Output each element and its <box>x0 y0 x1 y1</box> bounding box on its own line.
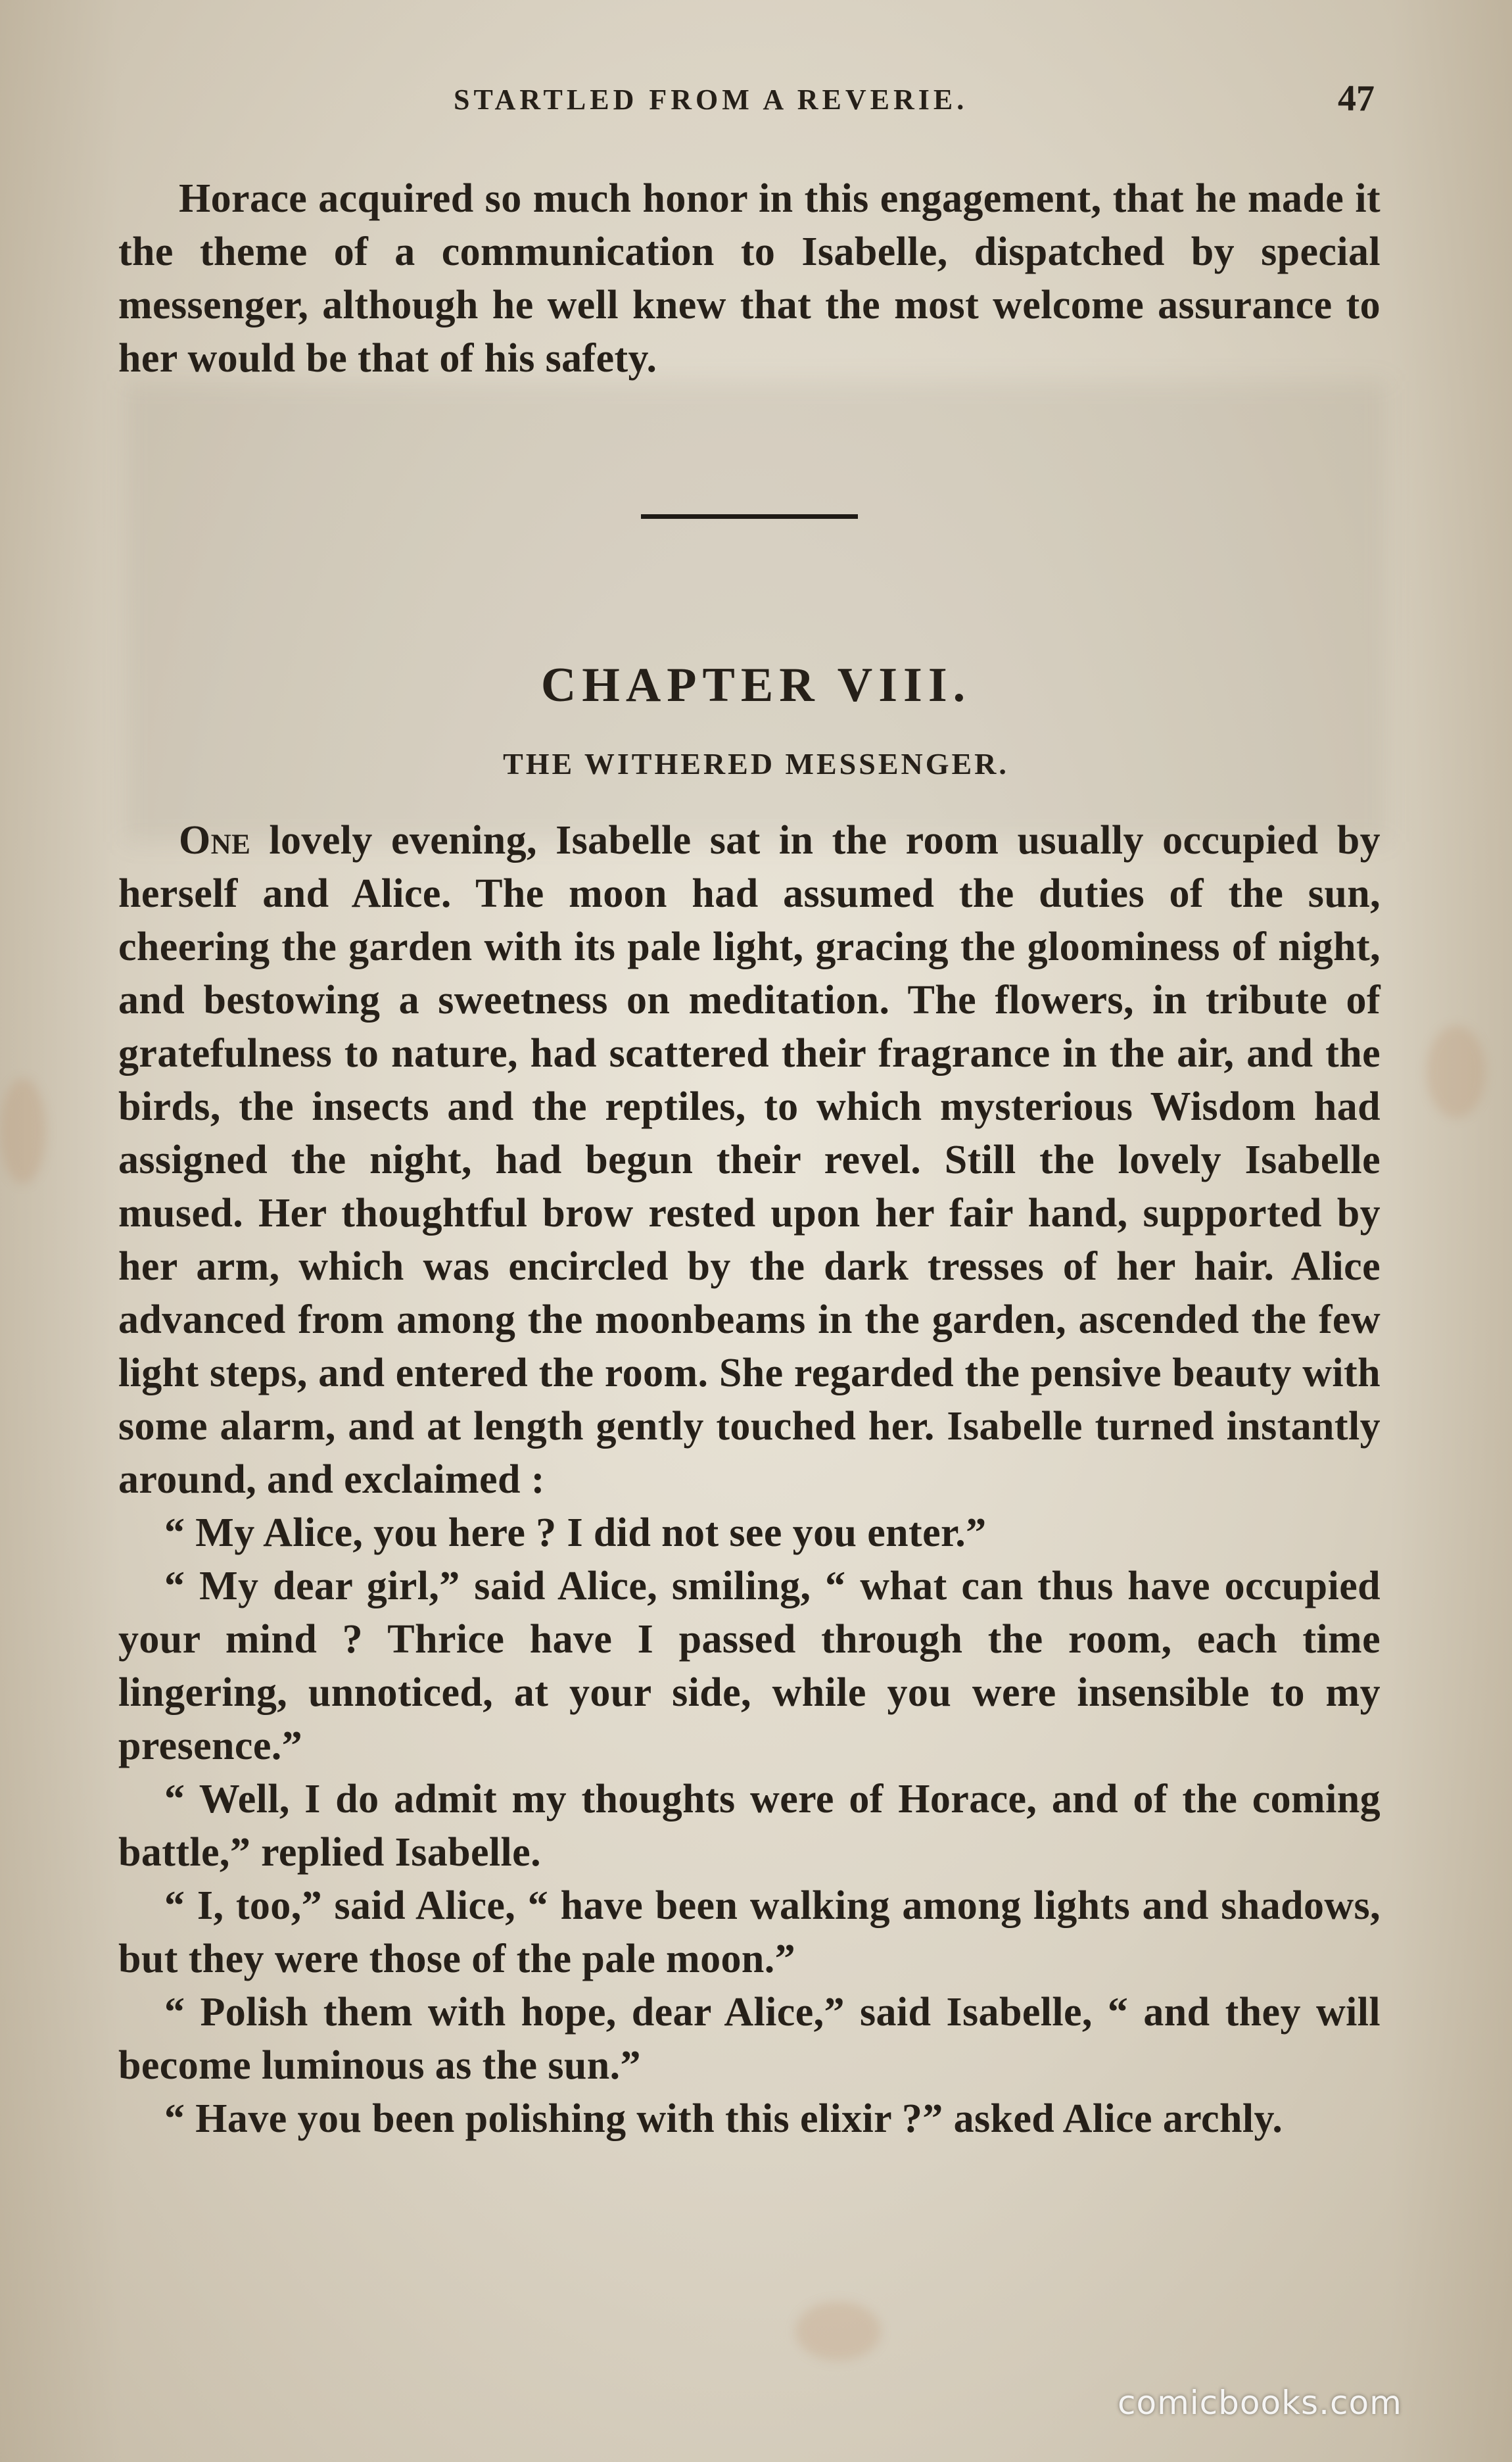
dialogue-paragraph: “ My dear girl,” said Alice, smiling, “ what can thus have occupied your mind ? Thrice have I passed through the room, each time lingering, unnoticed, at your side, while you were insensible to my presence.” <box>118 1564 1381 1768</box>
opening-paragraph: Horace acquired so much honor in this engagement, that he made it the theme of a communication to Isabelle, dispatched by special messenger, although he well knew that the most welcome assurance to her would be that of his safety. <box>118 176 1381 381</box>
page-header <box>0 78 1512 117</box>
dialogue-paragraph: “ Have you been polishing with this elixir ?” asked Alice archly. <box>164 2096 1283 2141</box>
dialogue-paragraph: “ Well, I do admit my thoughts were of Horace, and of the coming battle,” replied Isabelle. <box>118 1777 1381 1875</box>
opening-paragraph-block <box>118 172 1381 385</box>
section-divider-rule <box>641 514 858 519</box>
dialogue-paragraph: “ Polish them with hope, dear Alice,” said Isabelle, “ and they will become luminous as the sun.” <box>118 1990 1381 2088</box>
chapter-paragraph-text: lovely evening, Isabelle sat in the room usually occupied by herself and Alice. The moon had assumed the duties of the sun, cheering the garden with its pale light, gracing the gloominess of night, and bestowing a sweetness on meditation. The flowers, in tribute of gratefulness to nature, had scattered their fragrance in the air, and the birds, the insects and the reptiles, to which mysterious Wisdom had assigned the night, had begun their revel. Still the lovely Isabelle mused. Her thoughtful brow rested upon her fair hand, supported by her arm, which was encircled by the dark tresses of her hair. Alice advanced from among the moonbeams in the garden, ascended the few light steps, and entered the room. She regarded the pensive beauty with some alarm, and at length gently touched her. Isabelle turned instantly around, and exclaimed : <box>118 818 1381 1502</box>
paper-stain <box>795 2302 881 2361</box>
paper-stain <box>0 1078 46 1184</box>
dialogue-paragraph: “ I, too,” said Alice, “ have been walking among lights and shadows, but they were those of the pale moon.” <box>118 1883 1381 1981</box>
chapter-paragraph <box>118 814 1381 1507</box>
page-number: 47 <box>1338 78 1375 119</box>
chapter-subtitle: THE WITHERED MESSENGER. <box>503 747 1009 781</box>
watermark: comicbooks.com <box>1118 2384 1402 2422</box>
chapter-first-words: One <box>179 818 251 863</box>
running-head: STARTLED FROM A REVERIE. <box>454 84 968 116</box>
chapter-title: CHAPTER VIII. <box>540 658 972 712</box>
paper-stain <box>1427 1026 1486 1118</box>
chapter-body <box>118 814 1381 2146</box>
dialogue-paragraph: “ My Alice, you here ? I did not see you enter.” <box>164 1510 987 1555</box>
